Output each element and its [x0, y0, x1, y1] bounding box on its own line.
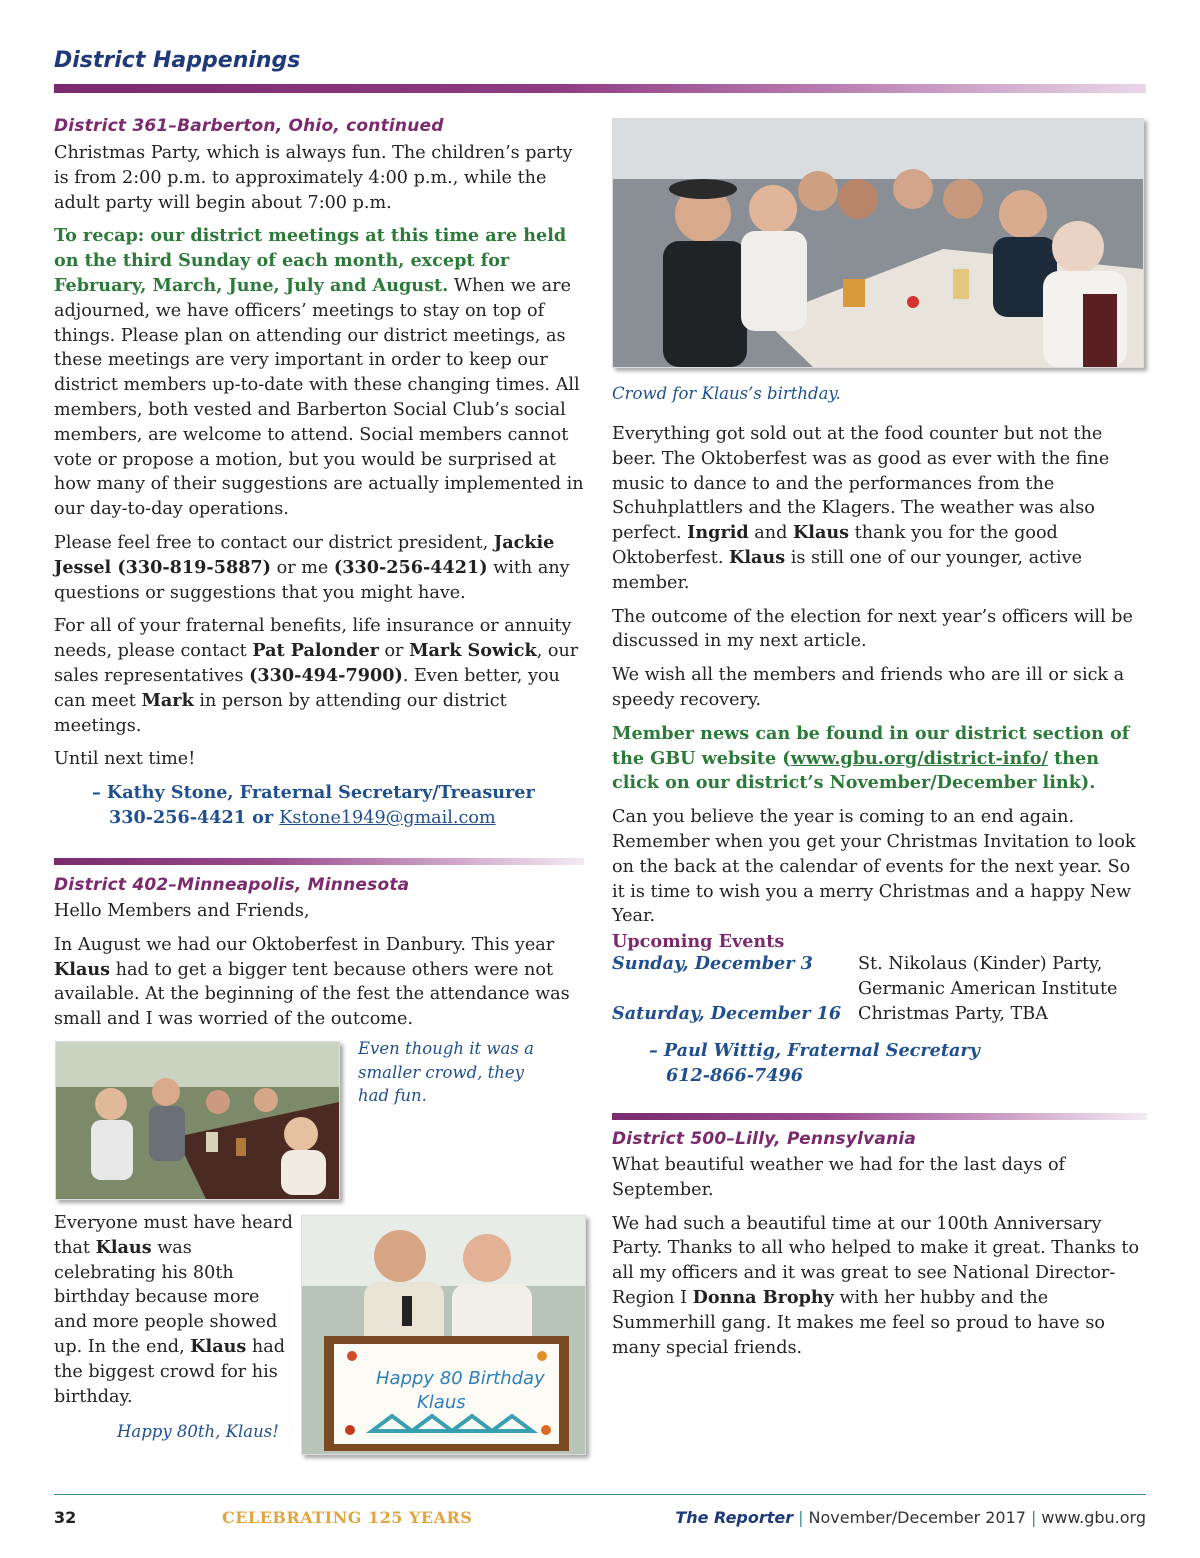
bold-name: Klaus [729, 546, 786, 568]
upcoming-events [612, 931, 1147, 1026]
bold-name: Pat Palonder [252, 640, 379, 662]
bold-name: Ingrid [687, 522, 749, 544]
text: with any questions or suggestions that you might have. [54, 557, 570, 603]
district-500-body [612, 1153, 1147, 1369]
section-divider [612, 1113, 1147, 1120]
text: We had such a beautiful time at our 100th Anniversary Party. Thanks to all who helped to make it great. Thanks to all my officers and it was great to see National Director- Region I [612, 1213, 1140, 1308]
bold-name: Klaus [95, 1236, 152, 1258]
event-row [612, 952, 1147, 1002]
photo-birthday-cake [301, 1215, 586, 1455]
photo-birthday-crowd-image [613, 119, 1143, 367]
text: then click on our district’s November/December link). [612, 747, 1100, 794]
paragraph [612, 422, 1147, 596]
paragraph [54, 614, 584, 738]
text: For all of your fraternal benefits, life insurance or annuity needs, please contact [54, 616, 572, 662]
separator: | [798, 1508, 804, 1527]
paragraph [54, 933, 584, 1032]
text: In August we had our Oktoberfest in Danbury. This year [54, 934, 555, 955]
district-402-continued [612, 422, 1147, 938]
paragraph [612, 1212, 1147, 1361]
bold-name: Klaus [190, 1335, 247, 1357]
bold-phone: (330-256-4421) [333, 556, 488, 578]
district-402-intro [54, 899, 584, 1041]
email-link[interactable]: Kstone1949@gmail.com [279, 807, 496, 828]
caption-birthday-crowd: Crowd for Klaus’s birthday. [612, 384, 841, 403]
bold-name: Mark Sowick [409, 640, 537, 662]
paragraph: The outcome of the election for next year’s officers will be discussed in my next article. [612, 606, 1133, 652]
paragraph [54, 1211, 294, 1409]
event-date: Sunday, December 3 [612, 953, 813, 974]
section-divider [54, 858, 584, 865]
paragraph: Can you believe the year is coming to an end again. Remember when you get your Christmas Invitation to look on the back at the calendar of events for the next year. So it is time to wish you a merry Christmas and a happy New Year. [612, 807, 1136, 927]
bold-name: Donna Brophy [692, 1286, 834, 1308]
photo-small-crowd-image [56, 1042, 339, 1199]
upcoming-events-title: Upcoming Events [612, 931, 785, 952]
footer-publication-info [675, 1508, 1146, 1527]
district-361-body [54, 141, 584, 781]
bold-phone: (330-494-7900) [249, 664, 403, 686]
text: Member news can be found in our district section of the GBU website ( [612, 722, 1130, 769]
district-402-birthday-text [54, 1211, 294, 1418]
signature-name: – Paul Wittig, Fraternal Secretary [649, 1040, 980, 1061]
paragraph [54, 224, 584, 522]
event-description: Christmas Party, TBA [858, 1003, 1048, 1024]
cake-text-line1: Happy 80 Birthday [376, 1368, 545, 1389]
event-row [612, 1002, 1147, 1027]
text: or [378, 641, 410, 662]
website-link[interactable]: www.gbu.org [1041, 1508, 1146, 1527]
photo-birthday-cake-image [302, 1216, 585, 1454]
photo-birthday-crowd [612, 118, 1144, 368]
publication-name: The Reporter [675, 1508, 794, 1527]
text: is still one of our younger, active member. [612, 547, 1083, 593]
text: in person by attending our district meetings. [54, 690, 507, 736]
paragraph: Christmas Party, which is always fun. The children’s party is from 2:00 p.m. to approximately 4:00 p.m., while the adult party will begin about 7:00 p.m. [54, 143, 573, 213]
paragraph: Until next time! [54, 749, 196, 770]
signature-paul [649, 1039, 980, 1089]
text: had to get a bigger tent because others were not available. At the beginning of the fest the attendance was small and I was worried of the outcome. [54, 959, 570, 1030]
paragraph: Hello Members and Friends, [54, 901, 310, 921]
text: had the biggest crowd for his birthday. [54, 1336, 286, 1407]
footer-divider [54, 1494, 1146, 1495]
district-402-heading: District 402–Minneapolis, Minnesota [54, 875, 410, 895]
text: . Even better, you can meet [54, 665, 560, 711]
separator: | [1030, 1508, 1037, 1527]
signature-phone: 330-256-4421 or [109, 806, 280, 828]
text: thank you for the good Oktoberfest. [612, 523, 1058, 568]
district-500-heading: District 500–Lilly, Pennsylvania [612, 1129, 917, 1149]
paragraph: We wish all the members and friends who are ill or sick a speedy recovery. [612, 665, 1125, 710]
title-divider [54, 84, 1146, 93]
text: with her hubby and the Summerhill gang. It makes me feel so proud to have so many special friends. [612, 1287, 1105, 1358]
paragraph-highlight [612, 722, 1147, 796]
photo-small-crowd [55, 1041, 340, 1200]
text: and [748, 523, 793, 544]
text: Please feel free to contact our district president, [54, 532, 494, 553]
event-description: St. Nikolaus (Kinder) Party, Germanic American Institute [858, 954, 1118, 999]
text: was celebrating his 80th birthday because more and more people showed up. In the end, [54, 1237, 278, 1357]
signature-phone: 612-866-7496 [666, 1064, 804, 1086]
cake-text-line2: Klaus [417, 1392, 466, 1413]
caption-small-crowd: Even though it was a smaller crowd, they had fun. [358, 1039, 534, 1105]
paragraph: What beautiful weather we had for the last days of September. [612, 1155, 1066, 1200]
paragraph [54, 531, 584, 605]
bold-name: Klaus [54, 958, 111, 980]
signature-name: – Kathy Stone, Fraternal Secretary/Treasurer [92, 782, 535, 803]
bold-name: Klaus [792, 522, 850, 544]
page-number: 32 [54, 1508, 77, 1527]
text: , our sales representatives [54, 641, 579, 686]
district-info-link[interactable]: www.gbu.org/district-info/ [790, 747, 1048, 769]
bold-name: Mark [141, 689, 194, 711]
event-date: Saturday, December 16 [612, 1002, 842, 1024]
bold-name: Jackie Jessel (330-819-5887) [54, 531, 555, 578]
issue-date: November/December 2017 [808, 1508, 1026, 1527]
page-title: District Happenings [54, 48, 301, 73]
text: When we are adjourned, we have officers’ meetings to stay on top of things. Please plan on attending our district meetings, as these meetings are very important in order to keep our district members up-to-date with these changing times. All members, both vested and Barberton Social Club’s social members, are welcome to attend. Social members cannot vote or propose a motion, but you would be surprised at how many of their suggestions are actually implemented in our day-to-day operations. [54, 275, 584, 520]
text: Everything got sold out at the food counter but not the beer. The Oktoberfest was as good as ever with the fine music to dance to and the performances from the Schuhplattlers and the Klagers. The weather was also perfect. [612, 424, 1110, 544]
celebrating-banner: CELEBRATING 125 YEARS [222, 1508, 473, 1527]
district-361-heading: District 361–Barberton, Ohio, continued [54, 116, 444, 136]
text: or me [271, 557, 334, 578]
signature-contact [92, 806, 535, 831]
caption-birthday-cake: Happy 80th, Klaus! [117, 1422, 279, 1441]
text: Everyone must have heard that [54, 1213, 293, 1258]
highlight-text: To recap: our district meetings at this time are held on the third Sunday of each month, except for February, March, June, July and August. [54, 225, 567, 296]
signature-kathy [92, 781, 535, 831]
